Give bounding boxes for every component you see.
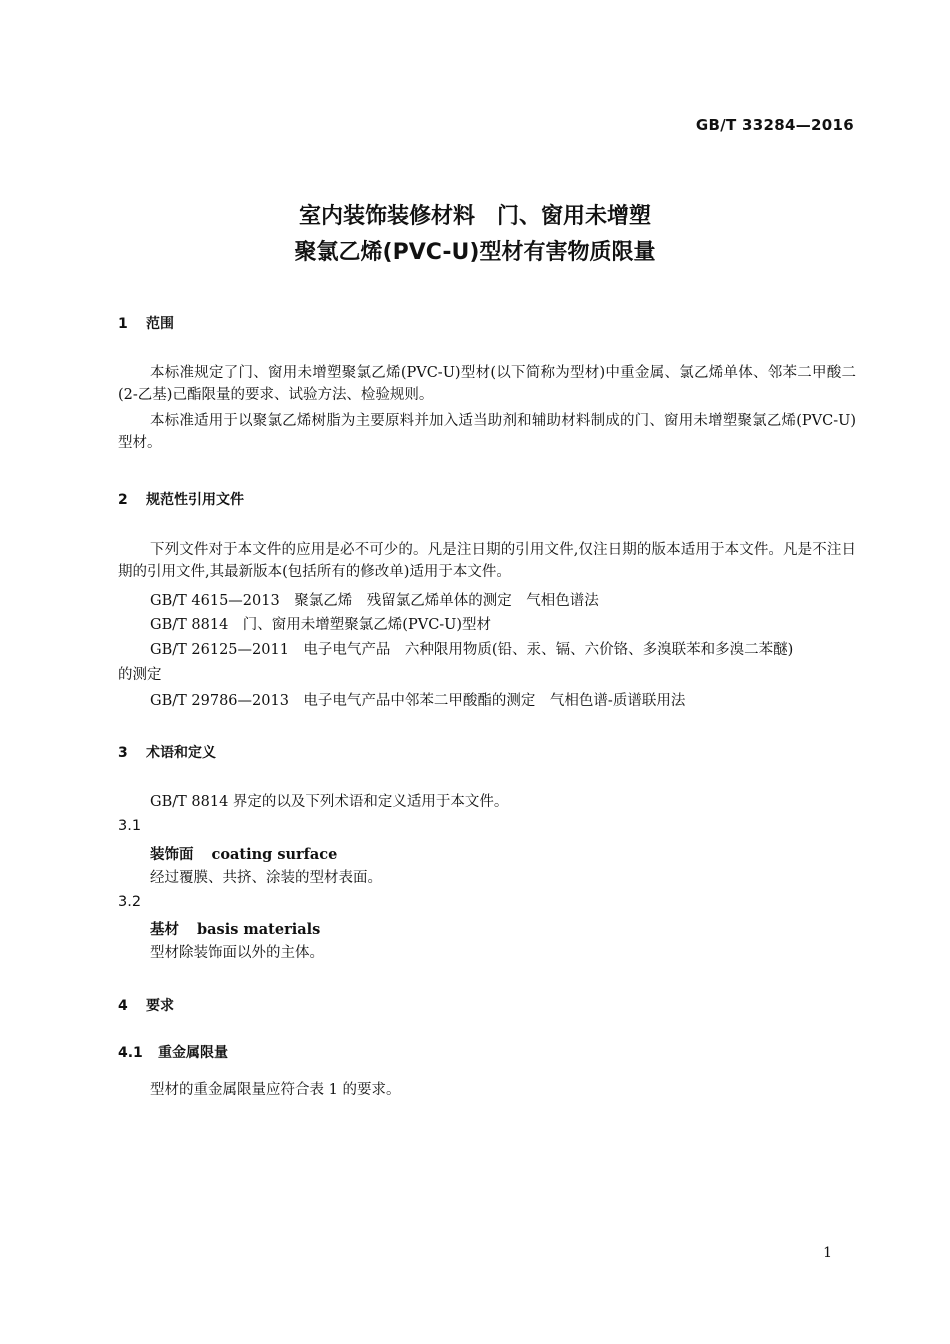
terms-intro: GB/T 8814 界定的以及下列术语和定义适用于本文件。 bbox=[150, 794, 509, 810]
term-3-2-number: 3.2 bbox=[118, 894, 142, 910]
reference-3: GB/T 26125—2011 电子电气产品 六种限用物质(铅、汞、镉、六价铬、多溴联苯和多溴二苯醚) bbox=[150, 642, 794, 658]
subsection-title: 重金属限量 bbox=[158, 1045, 228, 1061]
section-number: 3 bbox=[118, 745, 128, 761]
section-4-heading bbox=[118, 995, 174, 1015]
section-3-heading bbox=[118, 742, 216, 762]
term-3-2 bbox=[150, 918, 320, 939]
term-3-1 bbox=[150, 843, 337, 864]
reference-1: GB/T 4615—2013 聚氯乙烯 残留氯乙烯单体的测定 气相色谱法 bbox=[150, 593, 599, 609]
term-chinese: 基材 bbox=[150, 921, 179, 938]
section-1-heading bbox=[118, 313, 174, 333]
section-number: 1 bbox=[118, 316, 128, 332]
section-title: 规范性引用文件 bbox=[146, 492, 244, 508]
scope-paragraph-2: 本标准适用于以聚氯乙烯树脂为主要原料并加入适当助剂和辅助材料制成的门、窗用未增塑聚氯乙烯(PVC-U)型材。 bbox=[118, 413, 856, 451]
scope-paragraph-1: 本标准规定了门、窗用未增塑聚氯乙烯(PVC-U)型材(以下简称为型材)中重金属、氯乙烯单体、邻苯二甲酸二(2-乙基)己酯限量的要求、试验方法、检验规则。 bbox=[118, 365, 856, 403]
term-english: basis materials bbox=[197, 921, 321, 938]
title-line-2: 聚氯乙烯(PVC-U)型材有害物质限量 bbox=[294, 240, 656, 265]
heavy-metal-text: 型材的重金属限量应符合表 1 的要求。 bbox=[150, 1082, 401, 1098]
term-3-1-number: 3.1 bbox=[118, 818, 142, 834]
reference-2: GB/T 8814 门、窗用未增塑聚氯乙烯(PVC-U)型材 bbox=[150, 617, 492, 633]
section-number: 2 bbox=[118, 492, 128, 508]
section-2-heading bbox=[118, 489, 244, 509]
term-chinese: 装饰面 bbox=[150, 846, 194, 863]
reference-4: GB/T 29786—2013 电子电气产品中邻苯二甲酸酯的测定 气相色谱-质谱联用法 bbox=[150, 693, 686, 709]
term-english: coating surface bbox=[211, 846, 338, 863]
section-title: 要求 bbox=[146, 998, 174, 1014]
page-number: 1 bbox=[823, 1245, 832, 1261]
subsection-4-1-heading bbox=[118, 1042, 228, 1062]
reference-3-continued: 的测定 bbox=[118, 667, 162, 683]
section-title: 术语和定义 bbox=[146, 745, 216, 761]
section-title: 范围 bbox=[146, 316, 174, 332]
term-3-1-definition: 经过覆膜、共挤、涂装的型材表面。 bbox=[150, 870, 382, 886]
title-line-1: 室内装饰装修材料 门、窗用未增塑 bbox=[298, 204, 651, 229]
section-number: 4 bbox=[118, 998, 128, 1014]
standard-code: GB/T 33284—2016 bbox=[695, 116, 854, 134]
subsection-number: 4.1 bbox=[118, 1045, 143, 1061]
references-intro: 下列文件对于本文件的应用是必不可少的。凡是注日期的引用文件,仅注日期的版本适用于本文件。凡是不注日期的引用文件,其最新版本(包括所有的修改单)适用于本文件。 bbox=[118, 542, 856, 580]
term-3-2-definition: 型材除装饰面以外的主体。 bbox=[150, 945, 324, 961]
